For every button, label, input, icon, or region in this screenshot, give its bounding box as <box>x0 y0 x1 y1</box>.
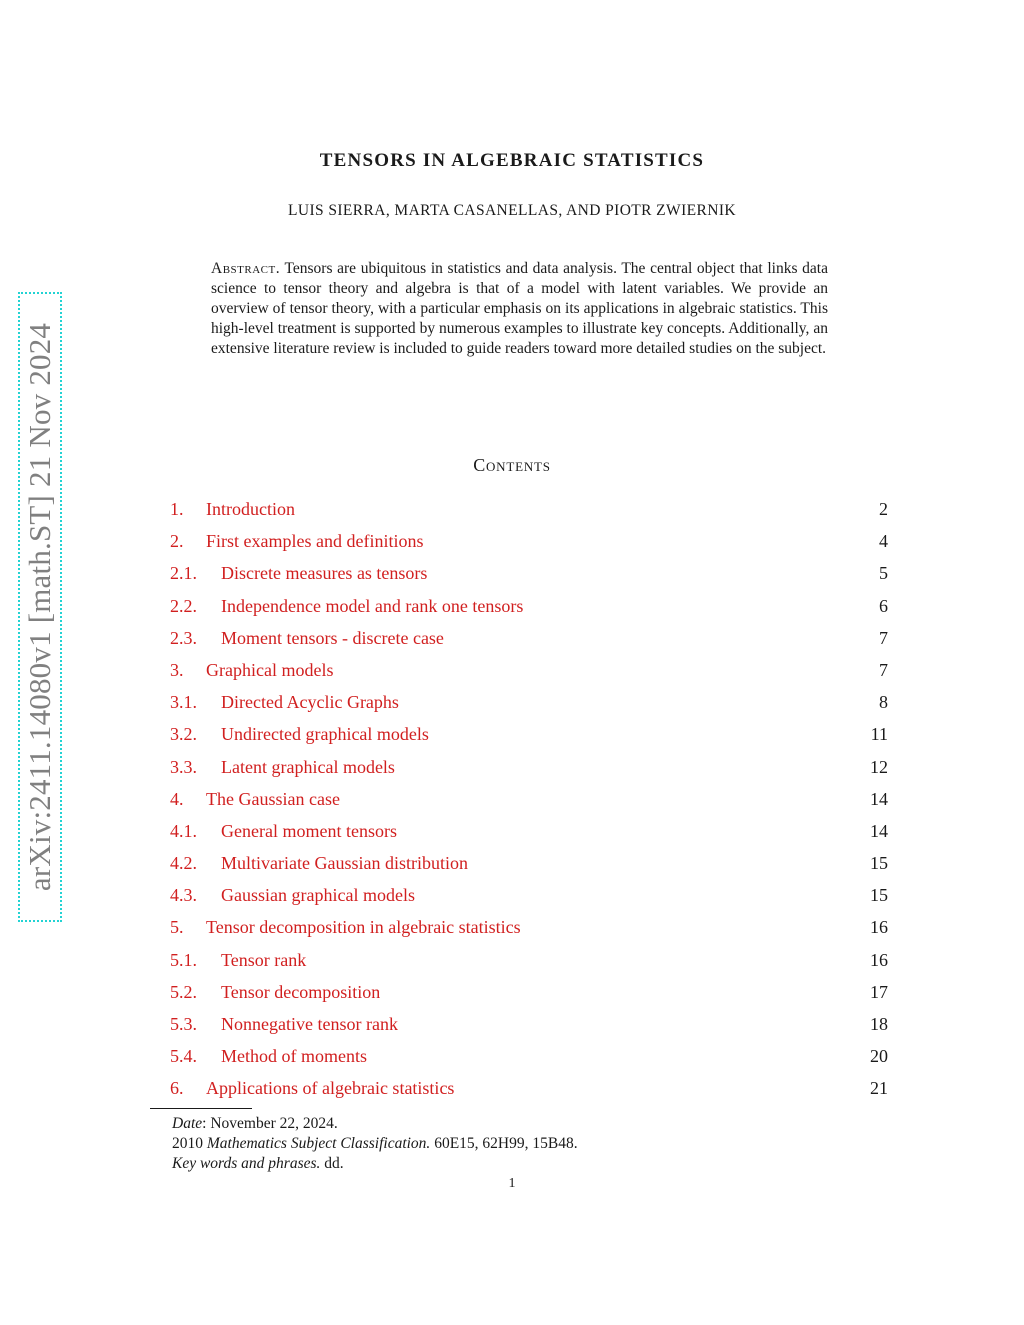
toc-entry-number[interactable]: 4.3. <box>170 885 197 906</box>
toc-entry-page: 20 <box>870 1046 888 1067</box>
toc-entry-title-link[interactable]: Moment tensors - discrete case <box>221 627 444 648</box>
footnote-msc-value: 60E15, 62H99, 15B48. <box>430 1135 578 1152</box>
toc-entry-page: 8 <box>879 692 888 713</box>
toc-entry[interactable] <box>170 528 888 560</box>
toc-entry-title-link[interactable]: Graphical models <box>206 659 334 680</box>
toc-entry[interactable] <box>170 1075 888 1107</box>
toc-entry[interactable] <box>170 689 888 721</box>
footnote-msc-label: Mathematics Subject Classification. <box>206 1135 431 1152</box>
toc-entry-number[interactable]: 4.2. <box>170 853 197 874</box>
toc-entry-number[interactable]: 2.3. <box>170 627 197 648</box>
toc-entry-title-link[interactable]: Undirected graphical models <box>221 724 429 745</box>
toc-entry-title-link[interactable]: Gaussian graphical models <box>221 885 415 906</box>
toc-entry-number[interactable]: 3.2. <box>170 724 197 745</box>
arxiv-stamp[interactable] <box>18 292 62 922</box>
toc-entry-page: 15 <box>870 853 888 874</box>
toc-entry-number[interactable]: 2. <box>170 531 184 552</box>
toc-entry-page: 7 <box>879 659 888 680</box>
toc-entry[interactable] <box>170 754 888 786</box>
toc-entry-page: 5 <box>879 563 888 584</box>
toc-entry-title-link[interactable]: Method of moments <box>221 1046 367 1067</box>
toc-entry-number[interactable]: 3. <box>170 659 184 680</box>
toc-entry-page: 18 <box>870 1014 888 1034</box>
toc-entry-title-link[interactable]: Applications of algebraic statistics <box>206 1078 455 1099</box>
toc-entry[interactable] <box>170 721 888 753</box>
toc-entry-title-link[interactable]: Tensor rank <box>221 949 307 970</box>
footnote-msc-prefix: 2010 <box>172 1135 207 1152</box>
toc-entry-page: 14 <box>870 788 888 809</box>
toc-entry-page: 16 <box>870 949 888 970</box>
arxiv-stamp-text: arXiv:2411.14080v1 [math.ST] 21 Nov 2024 <box>22 322 57 892</box>
paper-authors: LUIS SIERRA, MARTA CASANELLAS, AND PIOTR ZWIERNIK <box>288 202 736 219</box>
footnote-keywords <box>172 1154 578 1174</box>
toc-entry-number[interactable]: 3.1. <box>170 692 197 713</box>
footnote-keywords-label: Key words and phrases. <box>172 1155 321 1172</box>
footnote-rule <box>150 1108 252 1109</box>
toc-entry-number[interactable]: 2.1. <box>170 563 197 584</box>
toc-entry-page: 21 <box>870 1078 888 1099</box>
toc-entry[interactable] <box>170 560 888 592</box>
toc-entry-number[interactable]: 5.4. <box>170 1046 197 1067</box>
abstract-text: Tensors are ubiquitous in statistics and data analysis. The central object that links data science to tensor theory and algebra is that of a model with latent variables. We provide an overview of tensor theory, with a particular emphasis on its applications in algebraic statistics. This high-level treatment is supported by numerous examples to illustrate key concepts. Additionally, an extensive literature review is included to guide readers toward more detailed studies on the subject. <box>211 260 828 357</box>
toc-entry[interactable] <box>170 979 888 1011</box>
toc-entry-number[interactable]: 5.2. <box>170 981 197 1002</box>
toc-entry-page: 15 <box>870 885 888 906</box>
toc-entry-number[interactable]: 2.2. <box>170 595 197 616</box>
toc-entry-number[interactable]: 6. <box>170 1078 184 1099</box>
abstract <box>211 259 828 359</box>
toc-entry-page: 6 <box>879 595 888 616</box>
toc-entry-page: 2 <box>879 499 888 519</box>
toc-entry-number[interactable]: 4. <box>170 788 184 809</box>
toc-entry[interactable] <box>170 850 888 882</box>
toc-entry[interactable] <box>170 657 888 689</box>
toc-entry[interactable] <box>170 947 888 979</box>
toc-entry-page: 14 <box>870 820 888 841</box>
toc-entry-number[interactable]: 5.1. <box>170 949 197 970</box>
toc-entry-title-link[interactable]: Tensor decomposition in algebraic statistics <box>206 917 521 938</box>
toc-entry[interactable] <box>170 914 888 946</box>
toc-entry-page: 12 <box>870 756 888 777</box>
toc-entry-page: 7 <box>879 627 888 648</box>
toc-entry[interactable] <box>170 1011 888 1043</box>
toc-entry[interactable] <box>170 786 888 818</box>
toc-entry-title-link[interactable]: Independence model and rank one tensors <box>221 595 524 616</box>
toc-entry-page: 4 <box>879 531 888 552</box>
toc-entry-title-link[interactable]: Tensor decomposition <box>221 981 381 1002</box>
toc-entry[interactable] <box>170 593 888 625</box>
footnote-date <box>172 1114 578 1134</box>
toc-entry-title-link[interactable]: Latent graphical models <box>221 756 395 777</box>
paper-title: TENSORS IN ALGEBRAIC STATISTICS <box>319 150 705 171</box>
toc-entry[interactable] <box>170 625 888 657</box>
toc-entry-page: 17 <box>870 981 888 1002</box>
toc-entry-title-link[interactable]: Directed Acyclic Graphs <box>221 692 399 713</box>
toc-entry-title-link[interactable]: The Gaussian case <box>206 788 340 809</box>
toc-entry-title-link[interactable]: General moment tensors <box>221 820 397 841</box>
page-number: 1 <box>508 1176 516 1191</box>
toc-entry-title-link[interactable]: First examples and definitions <box>206 531 424 552</box>
toc-entry[interactable] <box>170 496 888 528</box>
toc-entry-number[interactable]: 5. <box>170 917 184 938</box>
toc-entry-title-link[interactable]: Introduction <box>206 499 295 519</box>
toc-entry-title-link[interactable]: Discrete measures as tensors <box>221 563 428 584</box>
abstract-label: Abstract. <box>211 260 281 277</box>
toc-entry-number[interactable]: 4.1. <box>170 820 197 841</box>
footnote-keywords-value: dd. <box>320 1155 344 1172</box>
footnote-date-value: : November 22, 2024. <box>202 1115 338 1132</box>
toc-entry-page: 11 <box>870 724 888 745</box>
toc-entry-number[interactable]: 1. <box>170 499 184 519</box>
toc-entry-title-link[interactable]: Nonnegative tensor rank <box>221 1014 398 1034</box>
footnote-date-label: Date <box>172 1115 203 1132</box>
toc-entry[interactable] <box>170 818 888 850</box>
contents-heading: Contents <box>473 455 551 475</box>
toc-entry-title-link[interactable]: Multivariate Gaussian distribution <box>221 853 468 874</box>
toc-entry[interactable] <box>170 882 888 914</box>
table-of-contents <box>170 496 888 1108</box>
footnote-msc <box>172 1134 578 1154</box>
toc-entry-number[interactable]: 3.3. <box>170 756 197 777</box>
footnotes <box>172 1114 578 1174</box>
toc-entry-number[interactable]: 5.3. <box>170 1014 197 1034</box>
toc-entry[interactable] <box>170 1043 888 1075</box>
toc-entry-page: 16 <box>870 917 888 938</box>
